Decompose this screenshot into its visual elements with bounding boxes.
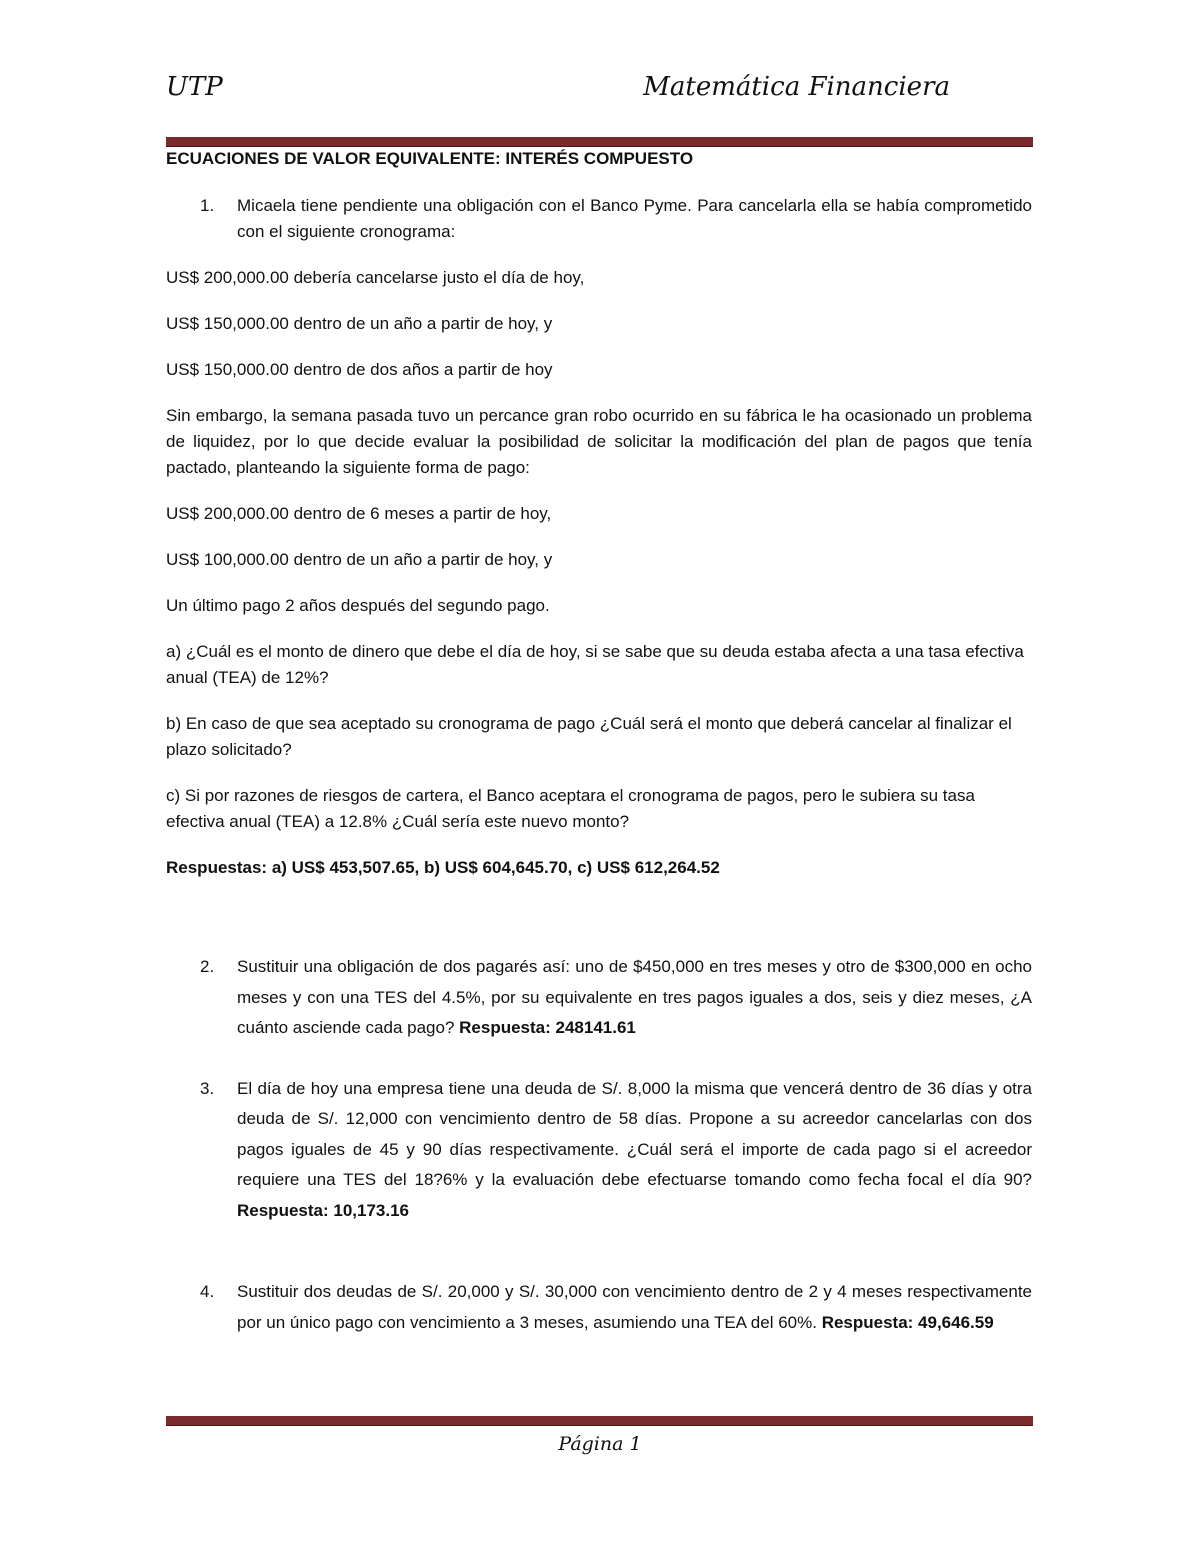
new-schedule-line-3: Un último pago 2 años después del segundo pago. (166, 596, 550, 615)
problem-1-intro-text: Micaela tiene pendiente una obligación con el Banco Pyme. Para cancelarla ella se había comprometido con el siguiente cronograma: (237, 196, 1032, 241)
problem-3-number: 3. (200, 1078, 215, 1098)
problem-4-number: 4. (200, 1282, 215, 1301)
page-title: ECUACIONES DE VALOR EQUIVALENTE: INTERÉS COMPUESTO (166, 149, 694, 168)
question-b: b) En caso de que sea aceptado su cronograma de pago ¿Cuál será el monto que deberá cancelar al finalizar el plazo solicitado? (166, 714, 1012, 759)
header-right: Matemática Financiera (643, 72, 950, 102)
problem-2-text: Sustituir una obligación de dos pagarés así: uno de $450,000 en tres meses y otro de $300,000 en ocho meses y con una TES del 4.5%, por su equivalente en tres pagos iguales a dos, seis y diez meses, ¿A cuánto asciende cada pago? (237, 957, 1032, 1037)
problem-2-number: 2. (200, 957, 215, 976)
problem-4-text: Sustituir dos deudas de S/. 20,000 y S/. 30,000 con vencimiento dentro de 2 y 4 meses respectivamente por un único pago con vencimiento a 3 meses, asumiendo una TEA del 60%. (237, 1282, 1032, 1332)
problem-2-answer: Respuesta: 248141.61 (459, 1018, 636, 1037)
schedule-line-1: US$ 200,000.00 debería cancelarse justo el día de hoy, (166, 268, 585, 287)
problem-1-intro (166, 193, 1032, 245)
header-left: UTP (166, 72, 223, 102)
problem-1-context: Sin embargo, la semana pasada tuvo un percance gran robo ocurrido en su fábrica le ha ocasionado un problema de liquidez, por lo que decide evaluar la posibilidad de solicitar la modificación del plan de pagos que tenía pactado, planteando la siguiente forma de pago: (166, 406, 1032, 477)
question-c: c) Si por razones de riesgos de cartera, el Banco aceptara el cronograma de pagos, pero le subiera su tasa efectiva anual (TEA) a 12.8% ¿Cuál sería este nuevo monto? (166, 786, 975, 831)
problem-1-number: 1. (200, 196, 215, 215)
footer-rule (166, 1416, 1033, 1426)
question-a: a) ¿Cuál es el monto de dinero que debe el día de hoy, si se sabe que su deuda estaba afecta a una tasa efectiva anual (TEA) de 12%? (166, 642, 1024, 687)
problem-1-answers: Respuestas: a) US$ 453,507.65, b) US$ 604,645.70, c) US$ 612,264.52 (166, 858, 720, 877)
problem-2 (166, 952, 1032, 1044)
problem-4 (166, 1277, 1032, 1338)
new-schedule-line-2: US$ 100,000.00 dentro de un año a partir de hoy, y (166, 550, 553, 569)
problem-3-answer: Respuesta: 10,173.16 (237, 1200, 409, 1220)
page-number: Página 1 (558, 1433, 642, 1455)
problem-3 (166, 1074, 1032, 1227)
problem-4-answer: Respuesta: 49,646.59 (821, 1312, 994, 1332)
new-schedule-line-1: US$ 200,000.00 dentro de 6 meses a partir de hoy, (166, 504, 552, 523)
document-body (166, 146, 1032, 1338)
problem-3-text: El día de hoy una empresa tiene una deuda de S/. 8,000 la misma que vencerá dentro de 36 días y otra deuda de S/. 12,000 con vencimiento dentro de 58 días. Propone a su acreedor cancelarlas con dos pagos iguales de 45 y 90 días respectivamente. ¿Cuál será el importe de cada pago si el acreedor requiere una TES del 18?6% y la evaluación debe efectuarse tomando como fecha focal el día 90? (237, 1078, 1032, 1189)
schedule-line-3: US$ 150,000.00 dentro de dos años a partir de hoy (166, 360, 553, 379)
schedule-line-2: US$ 150,000.00 dentro de un año a partir de hoy, y (166, 314, 553, 333)
